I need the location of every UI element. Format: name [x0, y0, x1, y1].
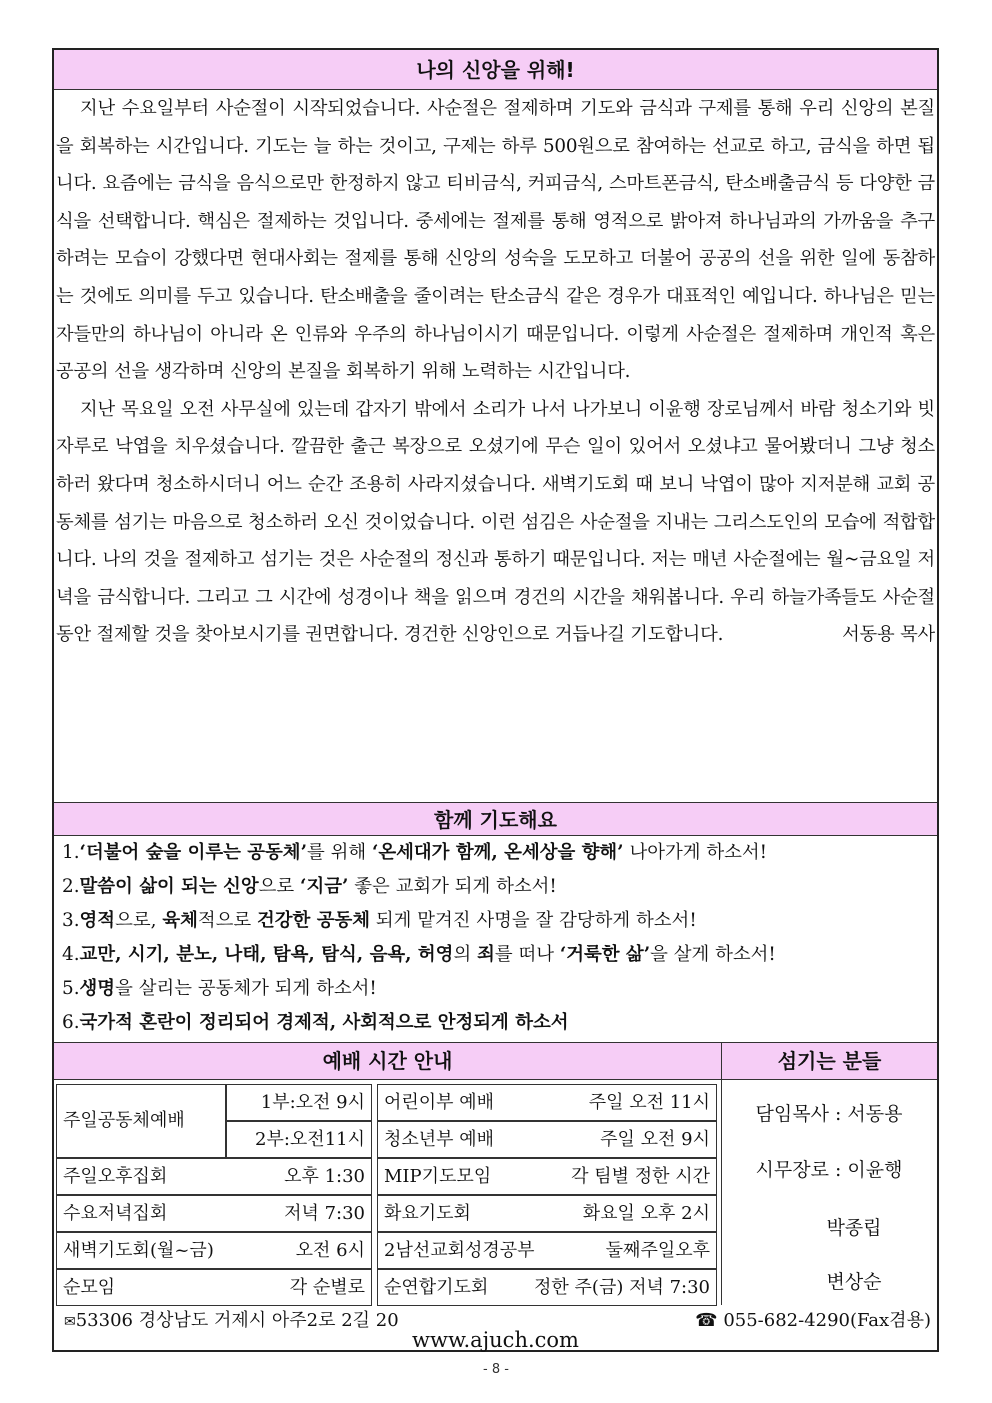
schedule-title: 예배 시간 안내 — [322, 1049, 453, 1073]
page-number: - 8 - — [483, 1362, 509, 1377]
staff-elder3: 변상순 — [826, 1271, 882, 1293]
schedule-time: 오후 1:30 — [284, 1166, 365, 1187]
schedule-row — [377, 1084, 717, 1121]
prayer-item-text: 나아가게 하소서! — [623, 842, 768, 863]
prayer-item-text: 를 위해 — [306, 842, 372, 863]
prayer-item-text: 건강한 공동체 — [257, 910, 370, 931]
schedule-row — [377, 1195, 717, 1232]
schedule-row — [377, 1158, 717, 1195]
schedule-time: 정한 주(금) 저녁 7:30 — [534, 1277, 710, 1298]
schedule-time: 각 순별로 — [289, 1277, 365, 1298]
schedule-row — [377, 1269, 717, 1306]
schedule-event: 순연합기도회 — [384, 1277, 489, 1298]
prayer-item-text: 6. — [62, 1012, 80, 1033]
schedule-time: 화요일 오후 2시 — [582, 1203, 710, 1224]
prayer-item-text: ‘지금’ — [300, 876, 349, 897]
prayer-item-text: 3. — [62, 910, 80, 931]
sunday-worship-label-cell — [56, 1084, 226, 1158]
prayer-item-text: 교만, 시기, 분노, 나태, 탐욕, 탐식, 음욕, 허영 — [79, 944, 454, 965]
schedule-time: 둘째주일오후 — [605, 1240, 710, 1261]
schedule-time: 각 팀별 정한 시간 — [571, 1166, 710, 1187]
prayer-item-text: 2. — [62, 876, 80, 897]
schedule-time: 주일 오전 11시 — [588, 1092, 710, 1113]
staff-title: 섬기는 분들 — [777, 1049, 882, 1073]
prayer-item-text: 4. — [62, 944, 80, 965]
bulletin-page — [52, 48, 939, 1352]
staff-title-bar — [722, 1043, 937, 1080]
prayer-item-text: 으로, — [115, 910, 163, 931]
footer — [54, 1304, 937, 1352]
schedule-row — [377, 1121, 717, 1158]
prayer-item-text: 국가적 혼란이 정리되어 경제적, 사회적으로 안정되게 하소서 — [79, 1012, 569, 1033]
schedule-row — [56, 1232, 372, 1269]
mail-icon: ✉ — [64, 1314, 76, 1330]
schedule-row — [56, 1158, 372, 1195]
service1-time: 1부:오전 9시 — [260, 1092, 365, 1113]
prayer-item — [62, 836, 931, 870]
prayer-item — [62, 938, 931, 972]
schedule-event: 수요저녁집회 — [63, 1203, 168, 1224]
schedule-time: 주일 오전 9시 — [600, 1129, 710, 1150]
prayer-item-text: 의 — [453, 944, 478, 965]
schedule-title-bar — [54, 1043, 721, 1080]
prayer-item-text: 1. — [62, 842, 80, 863]
prayer-item-text: 말씀이 삶이 되는 신앙 — [79, 876, 259, 897]
prayer-item-text: 적으로 — [197, 910, 257, 931]
schedule-event: 청소년부 예배 — [384, 1129, 495, 1150]
schedule-row — [377, 1232, 717, 1269]
prayer-item-text: 죄 — [477, 944, 495, 965]
schedule-event: 2남선교회성경공부 — [384, 1240, 535, 1261]
service2-cell — [226, 1121, 372, 1158]
staff-elder: 시무장로 : 이윤행 — [755, 1159, 903, 1181]
essay-title: 나의 신앙을 위해! — [416, 58, 575, 82]
telephone-icon: ☎ — [695, 1310, 718, 1331]
prayer-item — [62, 870, 931, 904]
phone-text: 055-682-4290(Fax겸용) — [723, 1310, 931, 1331]
schedule-row — [56, 1195, 372, 1232]
prayer-item-text: 생명 — [79, 978, 116, 999]
pastoral-essay — [56, 90, 935, 654]
prayer-item-text: 을 살리는 공동체가 되게 하소서! — [115, 978, 377, 999]
service2-time: 2부:오전11시 — [255, 1129, 365, 1150]
essay-paragraph-2 — [56, 391, 935, 654]
schedule-event: 어린이부 예배 — [384, 1092, 495, 1113]
prayer-item-text: ‘온세대가 함께, 온세상을 향해’ — [371, 842, 624, 863]
prayer-item-text: 좋은 교회가 되게 하소서! — [348, 876, 557, 897]
schedule-event: 새벽기도회(월~금) — [63, 1240, 214, 1261]
prayer-item-text: 육체 — [162, 910, 198, 931]
essay-paragraph-1: 지난 수요일부터 사순절이 시작되었습니다. 사순절은 절제하며 기도와 금식과 구제를 통해 우리 신앙의 본질을 회복하는 시간입니다. 기도는 늘 하는 것이고, 구제는 하루 500원으로 참여하는 선교로 하고, 금식을 하면 됩니다. 요즘에는 금식을 음식으로만 한정하지 않고 티비금식, 커피금식, 스마트폰금식, 탄소배출금식 등 다양한 금식을 선택합니다. 핵심은 절제하는 것입니다. 중세에는 절제를 통해 영적으로 밝아져 하나님과의 가까움을 추구하려는 모습이 강했다면 현대사회는 절제를 통해 신앙의 성숙을 도모하고 더불어 공공의 선을 위한 일에 동참하는 것에도 의미를 두고 있습니다. 탄소배출을 줄이려는 탄소금식 같은 경우가 대표적인 예입니다. 하나님은 믿는 자들만의 하나님이 아니라 온 인류와 우주의 하나님이시기 때문입니다. 이렇게 사순절은 절제하며 개인적 혹은 공공의 선을 생각하며 신앙의 본질을 회복하기 위해 노력하는 시간입니다. — [56, 98, 935, 383]
essay-paragraph-2-text: 지난 목요일 오전 사무실에 있는데 갑자기 밖에서 소리가 나서 나가보니 이윤행 장로님께서 바람 청소기와 빗자루로 낙엽을 치우셨습니다. 깔끔한 출근 복장으로 오셨기에 무슨 일이 있어서 오셨냐고 물어봤더니 그냥 청소하러 왔다며 청소하시더니 어느 순간 조용히 사라지셨습니다. 새벽기도회 때 보니 낙엽이 많아 지저분해 교회 공동체를 섬기는 마음으로 청소하러 오신 것이었습니다. 이런 섬김은 사순절을 지내는 그리스도인의 모습에 적합합니다. 나의 것을 절제하고 섬기는 것은 사순절의 정신과 통하기 때문입니다. 저는 매년 사순절에는 월~금요일 저녁을 금식합니다. 그리고 그 시간에 성경이나 책을 읽으며 경건의 시간을 채워봅니다. 우리 하늘가족들도 사순절 동안 절제할 것을 찾아보시기를 권면합니다. 경건한 신앙인으로 거듭나길 기도합니다. — [56, 398, 935, 646]
column-divider — [721, 1043, 722, 1305]
essay-signature: 서동용 목사 — [842, 624, 935, 646]
schedule-event: 순모임 — [63, 1277, 116, 1298]
prayer-item — [62, 904, 931, 938]
schedule-event: MIP기도모임 — [384, 1166, 492, 1187]
schedule-time: 오전 6시 — [295, 1240, 365, 1261]
essay-title-bar — [54, 50, 937, 90]
prayer-item-text: 5. — [62, 978, 80, 999]
prayer-item — [62, 1006, 931, 1040]
website-url[interactable]: www.ajuch.com — [412, 1328, 579, 1352]
schedule-event: 화요기도회 — [384, 1203, 471, 1224]
worship-schedule — [54, 1042, 937, 1305]
prayer-list — [62, 836, 931, 1040]
sunday-worship-label: 주일공동체예배 — [63, 1110, 185, 1131]
prayer-item-text: 를 떠나 — [494, 944, 560, 965]
prayer-item-text: 을 살게 하소서! — [650, 944, 776, 965]
prayer-item — [62, 972, 931, 1006]
prayer-title-bar — [54, 802, 937, 836]
service1-cell — [226, 1084, 372, 1121]
prayer-item-text: 되게 맡겨진 사명을 잘 감당하게 하소서! — [370, 910, 697, 931]
staff-elder2: 박종립 — [826, 1217, 882, 1239]
schedule-time: 저녁 7:30 — [284, 1203, 365, 1224]
prayer-item-text: 으로 — [258, 876, 301, 897]
prayer-item-text: ‘더불어 숲을 이루는 공동체’ — [79, 842, 307, 863]
prayer-item-text: 영적 — [79, 910, 116, 931]
schedule-event: 주일오후집회 — [63, 1166, 168, 1187]
address-text: 53306 경상남도 거제시 아주2로 2길 20 — [75, 1310, 399, 1331]
staff-pastor: 담임목사 : 서동용 — [755, 1103, 903, 1125]
schedule-row — [56, 1269, 372, 1306]
prayer-item-text: ‘거룩한 삶’ — [559, 944, 651, 965]
prayer-title: 함께 기도해요 — [434, 808, 557, 832]
